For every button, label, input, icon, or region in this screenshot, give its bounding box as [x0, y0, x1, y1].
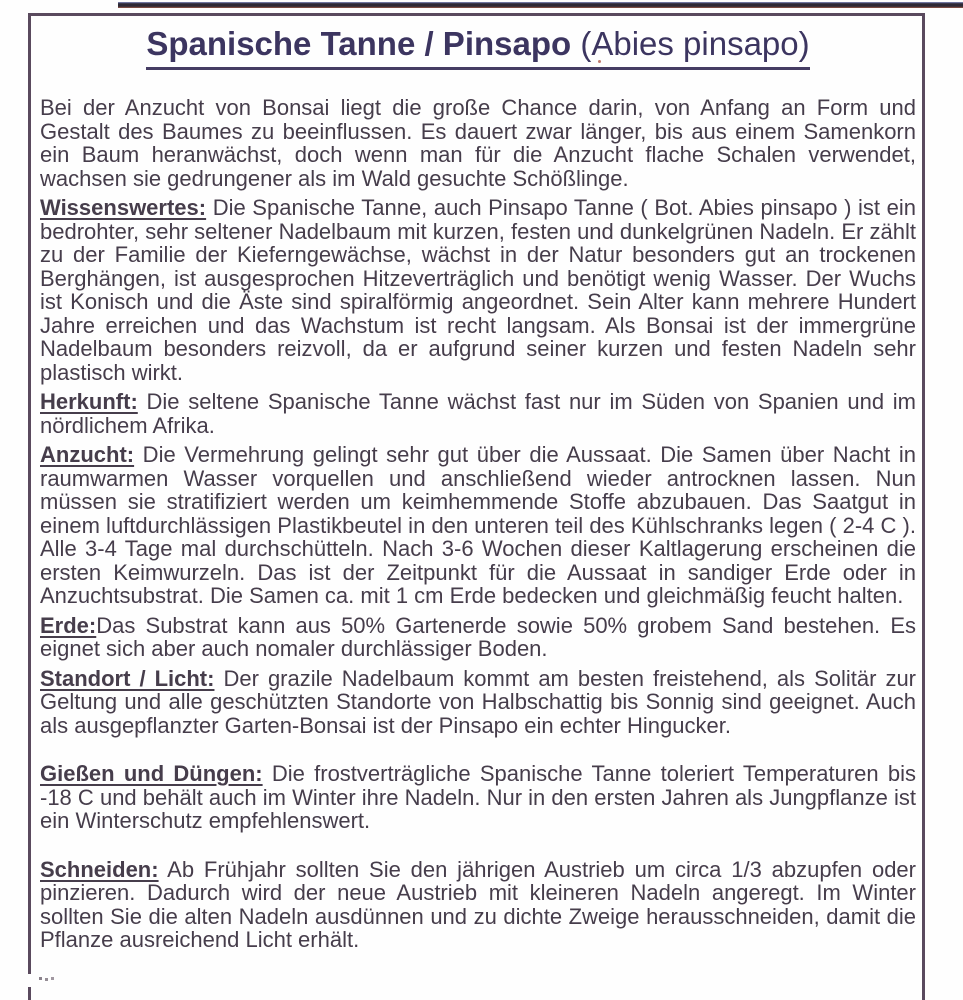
section-anzucht — [40, 443, 916, 608]
section-erde-label: Erde: — [40, 612, 97, 638]
section-giessen-duengen — [40, 762, 916, 833]
page-title-latin: (Abies pinsapo) — [571, 25, 810, 62]
section-schneiden-body: Ab Frühjahr sollten Sie den jährigen Austrieb um circa 1/3 abzupfen oder pinzieren. Dadurch wird der neue Austrieb mit kleineren Nadeln angeregt. Im Winter sollten Sie die alten Nadeln ausdünnen und zu dichte Zweige herausschneiden, damit die Pflanze ausreichend Licht erhält. — [40, 856, 916, 952]
section-wissenswertes — [40, 196, 916, 384]
section-herkunft — [40, 390, 916, 437]
section-intro — [40, 96, 916, 190]
page-title-underline — [146, 24, 809, 70]
scan-artifact-top-line — [118, 2, 963, 8]
page-title — [40, 24, 916, 70]
section-schneiden — [40, 858, 916, 952]
scan-artifact-border-gap — [26, 974, 34, 987]
section-herkunft-body: Die seltene Spanische Tanne wächst fast nur im Süden von Spanien und im nördlichem Afrika. — [40, 389, 916, 438]
section-wissenswertes-body: Die Spanische Tanne, auch Pinsapo Tanne ( Bot. Abies pinsapo ) ist ein bedrohter, sehr seltener Nadelbaum mit kurzen, festen und dunkelgrünen Nadeln. Er zählt zu der Familie der Kieferngewächse, wächst in der Natur besonders gut an trockenen Berghängen, ist ausgesprochen Hitzeverträglich und benötigt wenig Wasser. Der Wuchs ist Konisch und die Äste sind spiralförmig angeordnet. Sein Alter kann mehrere Hundert Jahre erreichen und das Wachstum ist recht langsam. Als Bonsai ist der immergrüne Nadelbaum besonders reizvoll, da er aufgrund seiner kurzen und festen Nadeln sehr plastisch wirkt. — [40, 195, 916, 385]
section-standort-licht-label: Standort / Licht: — [40, 665, 215, 691]
section-giessen-duengen-label: Gießen und Düngen: — [40, 761, 263, 786]
section-standort-licht — [40, 667, 916, 738]
document-content — [40, 24, 916, 958]
section-giessen-duengen-body: Die frostverträgliche Spanische Tanne toleriert Temperaturen bis -18 C und behält auch im Winter ihre Nadeln. Nur in den ersten Jahren als Jungpflanze ist ein Winterschutz empfehlenswert. — [40, 761, 916, 833]
section-erde — [40, 614, 916, 661]
section-herkunft-label: Herkunft: — [40, 389, 138, 414]
section-anzucht-body: Die Vermehrung gelingt sehr gut über die Aussaat. Die Samen über Nacht in raumwarmen Wasser vorquellen und anschließend wieder antrocknen lassen. Nun müssen sie stratifiziert werden um keimhemmende Stoffe abzubauen. Das Saatgut in einem luftdurchlässigen Plastikbeutel in den unteren teil des Kühlschranks legen ( 2-4 C ). Alle 3-4 Tage mal durchschütteln. Nach 3-6 Wochen dieser Kaltlagerung erscheinen die ersten Keimwurzeln. Das ist der Zeitpunkt für die Aussaat in sandiger Erde oder in Anzuchtsubstrat. Die Samen ca. mit 1 cm Erde bedecken und gleichmäßig feucht halten. — [40, 442, 916, 608]
page-title-main: Spanische Tanne / Pinsapo — [146, 25, 572, 62]
section-erde-body: Das Substrat kann aus 50% Gartenerde sowie 50% grobem Sand bestehen. Es eignet sich aber auch nomaler durchlässiger Boden. — [40, 612, 916, 661]
section-intro-body: Bei der Anzucht von Bonsai liegt die große Chance darin, von Anfang an Form und Gestalt des Baumes zu beeinflussen. Es dauert zwar länger, bis aus einem Samenkorn ein Baum heranwächst, doch wenn man für die Anzucht flache Schalen verwendet, wachsen sie gedrungener als im Wald gesuchte Schößlinge. — [40, 95, 916, 191]
section-standort-licht-body: Der grazile Nadelbaum kommt am besten freistehend, als Solitär zur Geltung und alle geschützten Standorte von Halbschattig bis Sonnig sind geeignet. Auch als ausgepflanzter Garten-Bonsai ist der Pinsapo ein echter Hingucker. — [40, 665, 917, 738]
scan-artifact-dots — [39, 977, 42, 980]
section-anzucht-label: Anzucht: — [40, 442, 135, 467]
section-schneiden-label: Schneiden: — [40, 856, 159, 882]
section-wissenswertes-label: Wissenswertes: — [40, 195, 207, 220]
